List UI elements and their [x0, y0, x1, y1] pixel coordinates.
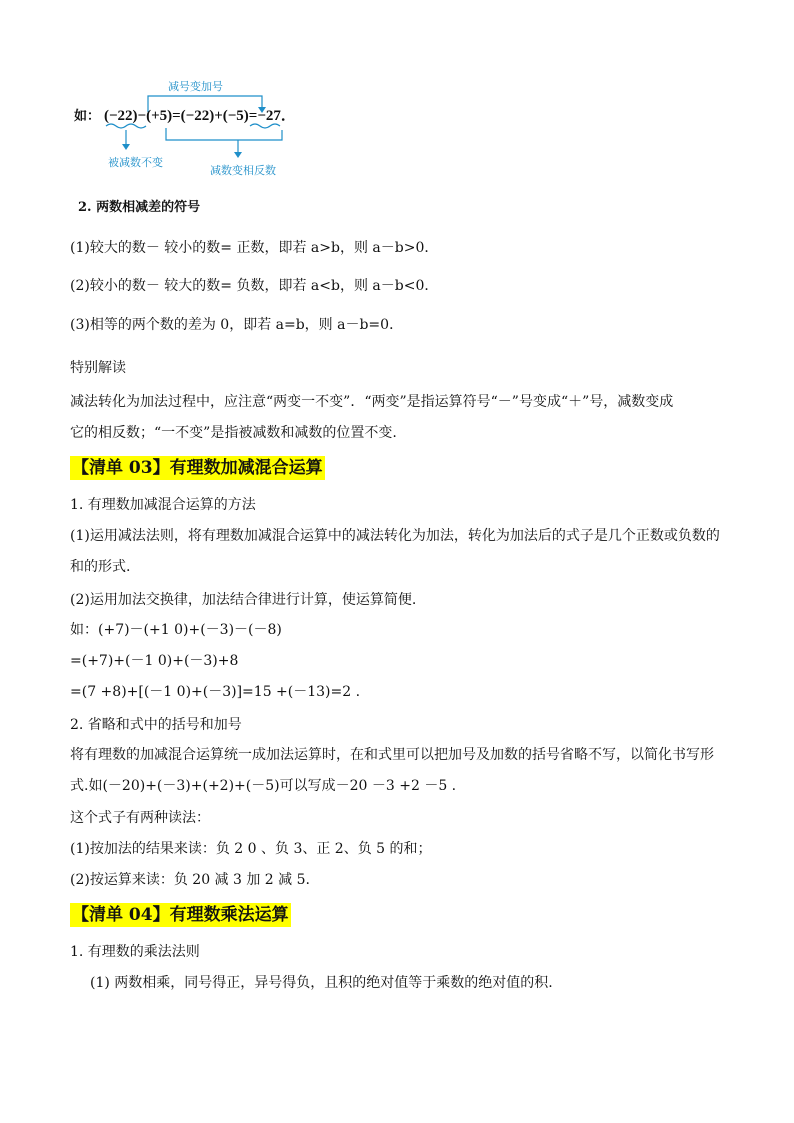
- section-2-line-1: (1)较大的数－ 较小的数= 正数，即若 a>b，则 a－b>0．: [70, 240, 439, 256]
- list-03-example-line-1: 如：(+7)－(+1 0)+(－3)－(－8): [70, 622, 282, 638]
- list-03-p2-line-5: (2)按运算来读：负 20 减 3 加 2 减 5.: [70, 872, 310, 888]
- example-prefix: 如：: [74, 109, 101, 124]
- list-04-p1-title: 1. 有理数的乘法法则: [70, 944, 200, 960]
- arrow-down-icon: [234, 152, 242, 158]
- list-03-p1-line-1: (1)运用减法法则，将有理数加减混合运算中的减法转化为加法，转化为加法后的式子是几个正数或负数的: [70, 528, 720, 544]
- list-03-p1-title: 1. 有理数加减混合运算的方法: [70, 497, 256, 513]
- annotation-top: 减号变加号: [168, 80, 223, 93]
- wavy-underline: [106, 124, 146, 128]
- example-equation: (−22)−(+5)=(−22)+(−5)=−27．: [104, 108, 296, 124]
- special-line-1: 减法转化为加法过程中，应注意“两变一不变”．“两变”是指运算符号“－”号变成“＋”号，减数变成: [70, 394, 674, 410]
- list-03-p2-line-4: (1)按加法的结果来读：负 2 0 、负 3、正 2、负 5 的和；: [70, 841, 432, 857]
- annotation-left: 被减数不变: [108, 156, 163, 169]
- list-03-p2-line-2: 式.如(－20)+(－3)+(+2)+(－5)可以写成－20 －3 +2 －5 .: [70, 778, 457, 794]
- special-line-2: 它的相反数；“一不变”是指被减数和减数的位置不变.: [70, 425, 397, 441]
- list-03-p2-title: 2. 省略和式中的括号和加号: [70, 717, 242, 733]
- list-03-p2-line-1: 将有理数的加减混合运算统一成加法运算时，在和式里可以把加号及加数的括号省略不写，以简化书写形: [70, 747, 714, 763]
- list-04-p1-line-1: (1) 两数相乘，同号得正，异号得负，且积的绝对值等于乘数的绝对值的积.: [90, 975, 553, 991]
- list-03-heading: 【清单 03】有理数加减混合运算: [72, 458, 323, 478]
- annotation-right: 减数变相反数: [210, 164, 276, 177]
- list-04-heading: 【清单 04】有理数乘法运算: [72, 905, 289, 925]
- subtraction-example-diagram: [70, 78, 370, 182]
- arrow-down-icon: [122, 144, 130, 150]
- list-03-example-line-2: =(+7)+(－1 0)+(－3)+8: [70, 653, 239, 669]
- bracket-right: [166, 128, 282, 140]
- section-2-line-3: (3)相等的两个数的差为 0，即若 a=b，则 a－b=0．: [70, 317, 404, 333]
- list-03-p1-line-2: 和的形式.: [70, 559, 131, 575]
- list-03-example-line-3: =(7 +8)+[(－1 0)+(－3)]=15 +(－13)=2 .: [70, 684, 361, 700]
- wavy-underline-2: [250, 124, 280, 128]
- special-title: 特别解读: [70, 360, 126, 376]
- section-2-line-2: (2)较小的数－ 较大的数= 负数，即若 a<b，则 a－b<0．: [70, 278, 439, 294]
- section-2-title: 2. 两数相减差的符号: [78, 200, 201, 215]
- list-03-p2-line-3: 这个式子有两种读法：: [70, 810, 210, 826]
- list-03-p1-line-3: (2)运用加法交换律，加法结合律进行计算，使运算简便.: [70, 592, 417, 608]
